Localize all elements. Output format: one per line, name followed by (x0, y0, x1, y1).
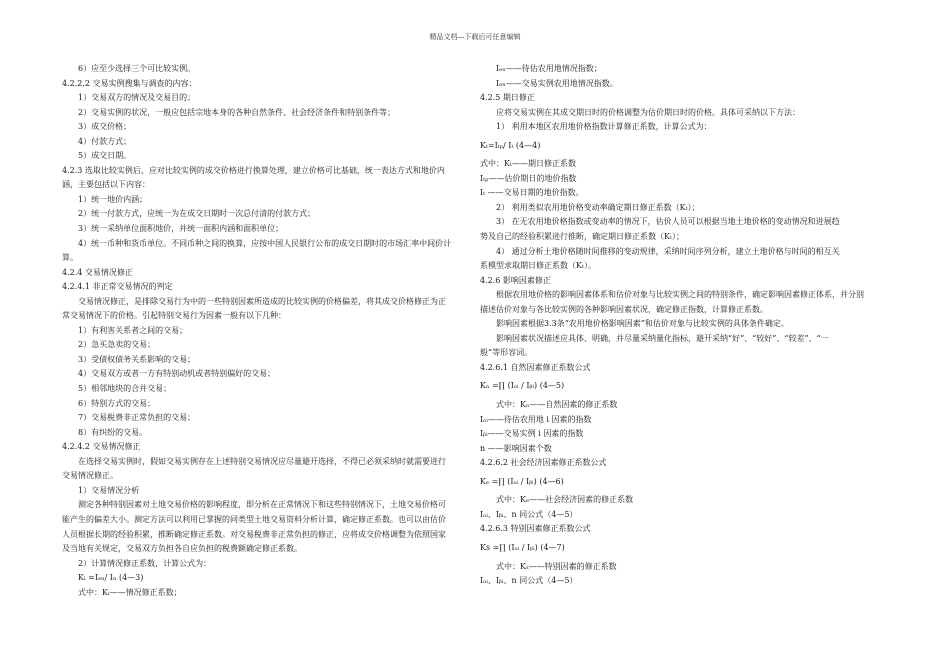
text-line: 3） 在无农用地价格指数或变动率的情况下，估价人员可以根据当地土地价格的变动情况和进展趋 (496, 217, 840, 227)
text-line: 影响因素根据3.3条“农用地价格影响因素”和估价对象与比较实例的具体条件确定。 (496, 319, 789, 329)
text-line: 6）特别方式的交易； (78, 398, 156, 408)
text-line: 4.2.4.2 交易情况修正 (62, 442, 141, 452)
text-line: 4）付款方式； (78, 136, 132, 146)
text-line: 涵，主要包括以下内容： (62, 180, 150, 190)
text-line: 式中：Kₜ——期日修正系数 (480, 159, 576, 169)
text-line: 系模型求取期日修正系数（Kₜ）。 (480, 261, 596, 271)
text-line: n ——影响因素个数 (480, 443, 552, 453)
text-line: 4.2.6.1 自然因素修正系数公式 (480, 362, 591, 372)
text-line: Kₙ =∏ (Iₒᵢ / Iᵦᵢ) (4—5) (480, 381, 565, 391)
text-line: 1） 利用本地区农用地价格指数计算修正系数，计算公式为： (496, 122, 712, 132)
text-line: 4.2.6.3 特别因素修正系数公式 (480, 524, 591, 534)
text-line: Iₑₙ——交易实例农用地情况指数。 (496, 78, 618, 88)
text-line: 常交易情况下的价格。引起特别交易行为因素一般有以下几种： (62, 311, 286, 321)
text-line: 2）急买急卖的交易； (78, 340, 156, 350)
text-line: 应将交易实例在其成交期日时的价格调整为估价期日时的价格。具体可采纳以下方法： (496, 107, 800, 117)
text-line: 4.2.3 选取比较实例后，应对比较实例的成交价格进行换算处理，建立价格可比基础，统一表达方式和地价内 (62, 165, 445, 175)
text-line: 1）统一地价内涵； (78, 194, 148, 204)
text-line: Iₒᵢ、Iᵦᵢ、n 同公式（4—5） (480, 509, 578, 519)
text-line: 能产生的偏差大小。测定方法可以利用已掌握的同类型土地交易资料分析计算，确定修正系数。也可以由估价 (62, 514, 446, 524)
text-line: 影响因素状况描述应具体、明确，并尽量采纳量化指标，避开采纳“好”、“较好”、“较差”、“一 (496, 333, 829, 343)
text-line: 4）交易双方或者一方有特别动机或者特别偏好的交易； (78, 369, 276, 379)
text-line: 4.2.4 交易情况修正 (62, 267, 133, 277)
page-header: 精品文档—下载后可任意编辑 (429, 33, 521, 41)
text-line: 势及自己的经验积累进行推断，确定期日修正系数（Kₜ）； (480, 232, 684, 242)
text-line: 3）统一采纳单位面积地价，并统一面积内涵和面积单位； (78, 224, 284, 234)
text-line: 式中：Kₙ——自然因素的修正系数 (496, 400, 618, 410)
text-line: 式中：Kₑ——社会经济因素的修正系数 (496, 495, 634, 505)
text-line: 描述估价对象与各比较实例的各种影响因素状况，确定修正指数，计算修正系数。 (480, 304, 768, 314)
text-line: 1）交易双方的情况及交易目的； (78, 93, 196, 103)
text-line: 4.2.6 影响因素修正 (480, 275, 551, 285)
text-line: Kₑ =∏ (Iₒᵢ / Iᵦᵢ) (4—6) (480, 476, 564, 486)
text-line: Iₒᵢ、Iᵦᵢ、n 同公式（4—5） (480, 576, 578, 586)
text-line: 4.2.6.2 社会经济因素修正系数公式 (480, 458, 607, 468)
text-line: 4.2.5 期日修正 (480, 93, 535, 103)
text-line: 根据农用地价格的影响因素体系和估价对象与比较实例之间的特别条件，确定影响因素修正体系，并分别 (496, 290, 864, 300)
text-line: 交易情况修正，是排除交易行为中的一些特别因素所造成的比较实例的价格偏差，将其成交价格修正为正 (78, 296, 446, 306)
text-line: 2）计算情况修正系数，计算公式为： (78, 558, 212, 568)
text-line: Kᵢ =Iₑₙ/ Iₙ (4—3) (78, 573, 144, 583)
text-line: 4） 通过分析土地价格随时间推移的变动规律，采纳时间序列分析，建立土地价格与时间的相互关 (496, 246, 840, 256)
text-line: 4）统一币种和货币单位。不同币种之间的换算，应按中国人民银行公布的成交日期时的市场汇率中间价计 (78, 238, 452, 248)
text-line: 4.2.4.1 非正常交易情况的判定 (62, 282, 173, 292)
text-line: Iₜₚ——估价期日的地价指数 (480, 173, 577, 183)
text-line: 算。 (62, 253, 78, 263)
text-line: 8）有纠纷的交易。 (78, 427, 148, 437)
text-line: 1）交易情况分析 (78, 485, 140, 495)
text-line: 5）相邻地块的合并交易； (78, 384, 172, 394)
text-line: Ks =∏ (Iₒᵢ / Iᵦᵢ) (4—7) (480, 542, 565, 552)
text-line: 交易情况修正。 (62, 471, 118, 481)
text-line: 式中：Kᵢ——情况修正系数； (78, 587, 182, 597)
text-line: 4.2.2.2 交易实例搜集与调查的内容： (62, 78, 197, 88)
text-line: 5）成交日期。 (78, 151, 132, 161)
text-line: Iₜ ——交易日期的地价指数。 (480, 188, 584, 198)
text-line: 1）有利害关系者之间的交易； (78, 325, 188, 335)
text-line: Iᵦᵢ——交易实例 i 因素的指数 (480, 429, 584, 439)
text-line: Kₜ=Iₜₚ/ Iₜ (4—4) (480, 140, 541, 150)
text-line: 般”等形容词。 (480, 348, 533, 358)
right-column (480, 62, 890, 589)
text-line: 3）受债权债务关系影响的交易； (78, 354, 196, 364)
text-line: 人员根据长期的经验积累，推断确定修正系数。对交易税费非正常负担的修正，应将成交价格调整为依照国家 (62, 529, 446, 539)
text-line: 及当地有关规定，交易双方负担各自应负担的税费额确定修正系数。 (62, 544, 302, 554)
text-line: 6）应至少选择三个可比较实例。 (78, 64, 196, 73)
text-line: Iₑₙ——待估农用地情况指数； (496, 64, 602, 73)
text-line: 在选择交易实例时，假如交易实例存在上述特别交易情况应尽量避开选择，不得已必须采纳时就需要进行 (78, 456, 446, 466)
text-line: 2）统一付款方式，应统一为在成交日期时一次总付清的付款方式； (78, 209, 316, 219)
text-line: Iₒᵢ——待估农用地 i 因素的指数 (480, 414, 592, 424)
text-line: 测定各种特别因素对土地交易价格的影响程度，即分析在正常情况下和这些特别情况下，土地交易价格可 (78, 500, 446, 510)
text-line: 7）交易税费非正常负担的交易； (78, 413, 196, 423)
left-column (62, 62, 470, 600)
text-line: 3）成交价格； (78, 122, 132, 132)
text-line: 2） 利用类似农用地价格变动率确定期日修正系数（Kₜ）； (496, 202, 700, 212)
text-line: 式中：Kₛ——特别因素的修正系数 (496, 561, 617, 571)
text-line: 2）交易实例的状况，一般应包括宗地本身的各种自然条件、社会经济条件和特别条件等； (78, 107, 396, 117)
